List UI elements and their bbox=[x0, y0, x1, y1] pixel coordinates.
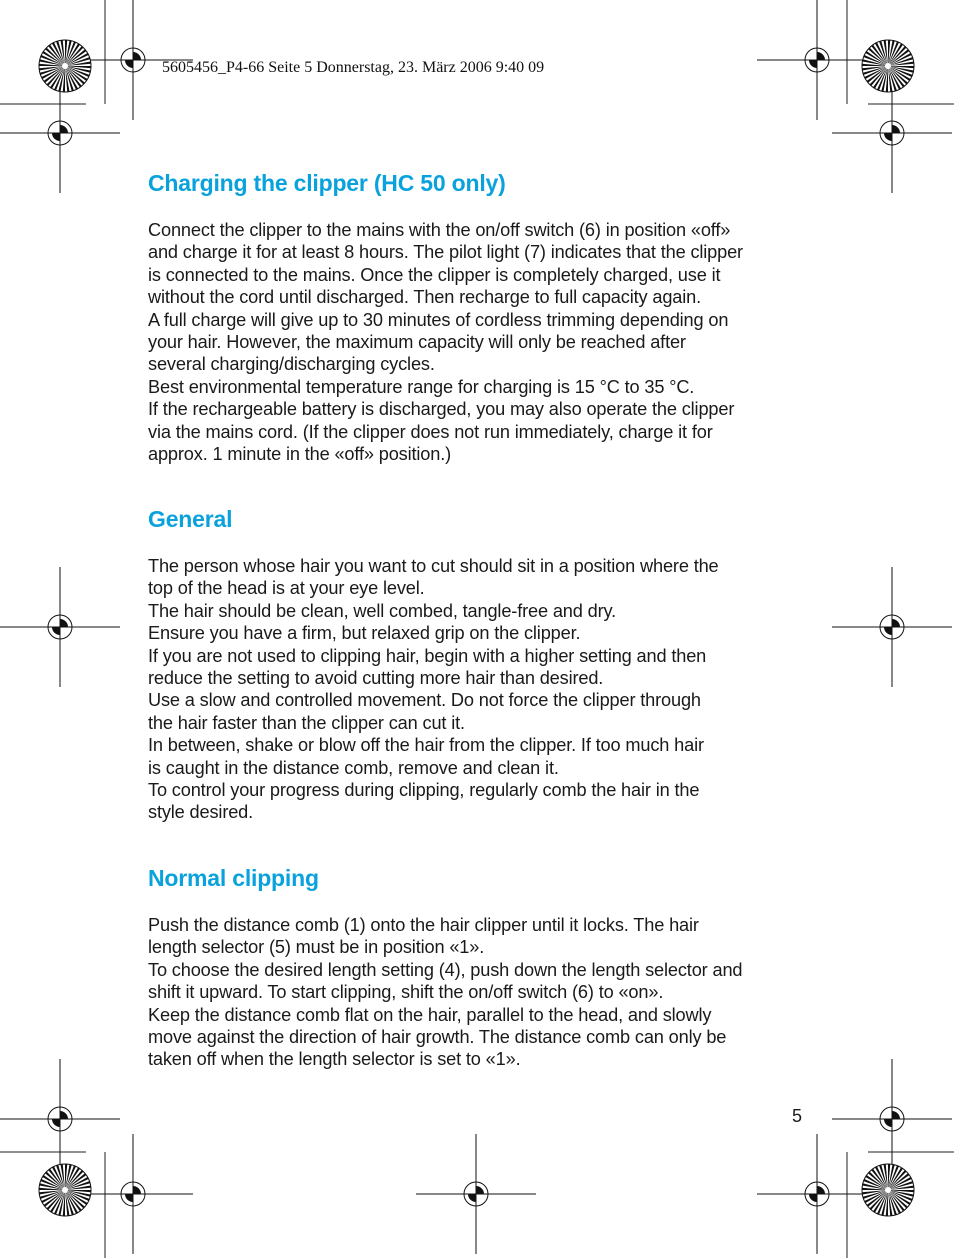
text-line: If you are not used to clipping hair, begin with a higher setting and then bbox=[148, 645, 707, 666]
section-normal-clipping bbox=[148, 865, 808, 1071]
section-heading: Normal clipping bbox=[148, 865, 319, 891]
text-line: several charging/discharging cycles. bbox=[148, 354, 435, 375]
section-heading: General bbox=[148, 506, 233, 532]
page-number: 5 bbox=[792, 1106, 803, 1126]
text-line: move against the direction of hair growth. The distance comb can only be bbox=[148, 1027, 727, 1048]
text-line: The hair should be clean, well combed, tangle-free and dry. bbox=[148, 600, 617, 621]
text-line: length selector (5) must be in position «1». bbox=[148, 937, 485, 958]
text-line: approx. 1 minute in the «off» position.) bbox=[148, 444, 452, 465]
starburst-mark bbox=[39, 1164, 91, 1216]
text-line: and charge it for at least 8 hours. The pilot light (7) indicates that the clipper bbox=[148, 242, 743, 263]
section-general bbox=[148, 506, 808, 824]
text-line: To choose the desired length setting (4), push down the length selector and bbox=[148, 959, 743, 980]
text-line: If the rechargeable battery is discharged, you may also operate the clipper bbox=[148, 399, 735, 420]
text-line: style desired. bbox=[148, 802, 254, 823]
section-charging bbox=[148, 170, 808, 465]
text-line: To control your progress during clipping, regularly comb the hair in the bbox=[148, 780, 700, 801]
text-line: taken off when the length selector is set to «1». bbox=[148, 1049, 521, 1070]
section-text bbox=[148, 914, 808, 1071]
text-line: your hair. However, the maximum capacity will only be reached after bbox=[148, 332, 686, 353]
text-line: top of the head is at your eye level. bbox=[148, 578, 425, 599]
text-line: Ensure you have a firm, but relaxed grip on the clipper. bbox=[148, 623, 581, 644]
text-line: the hair faster than the clipper can cut it. bbox=[148, 712, 465, 733]
text-line: The person whose hair you want to cut should sit in a position where the bbox=[148, 556, 719, 576]
section-heading: Charging the clipper (HC 50 only) bbox=[148, 170, 506, 196]
text-line: via the mains cord. (If the clipper does not run immediately, charge it for bbox=[148, 421, 713, 442]
text-line: is connected to the mains. Once the clipper is completely charged, use it bbox=[148, 264, 721, 285]
text-line: Push the distance comb (1) onto the hair clipper until it locks. The hair bbox=[148, 915, 699, 935]
text-line: Keep the distance comb flat on the hair, parallel to the head, and slowly bbox=[148, 1004, 712, 1025]
text-line: A full charge will give up to 30 minutes of cordless trimming depending on bbox=[148, 309, 729, 330]
section-text bbox=[148, 555, 808, 824]
text-line: Connect the clipper to the mains with the on/off switch (6) in position «off» bbox=[148, 220, 731, 240]
starburst-mark bbox=[862, 40, 914, 92]
section-text bbox=[148, 219, 808, 465]
starburst-mark bbox=[39, 40, 91, 92]
text-line: In between, shake or blow off the hair from the clipper. If too much hair bbox=[148, 735, 704, 756]
text-line: shift it upward. To start clipping, shift the on/off switch (6) to «on». bbox=[148, 982, 664, 1003]
text-line: reduce the setting to avoid cutting more hair than desired. bbox=[148, 668, 604, 689]
text-line: Best environmental temperature range for charging is 15 °C to 35 °C. bbox=[148, 376, 695, 397]
starburst-mark bbox=[862, 1164, 914, 1216]
print-slug-line: 5605456_P4-66 Seite 5 Donnerstag, 23. März 2006 9:40 09 bbox=[162, 59, 545, 76]
text-line: without the cord until discharged. Then recharge to full capacity again. bbox=[148, 287, 702, 308]
text-line: is caught in the distance comb, remove and clean it. bbox=[148, 757, 559, 778]
text-line: Use a slow and controlled movement. Do not force the clipper through bbox=[148, 690, 701, 711]
